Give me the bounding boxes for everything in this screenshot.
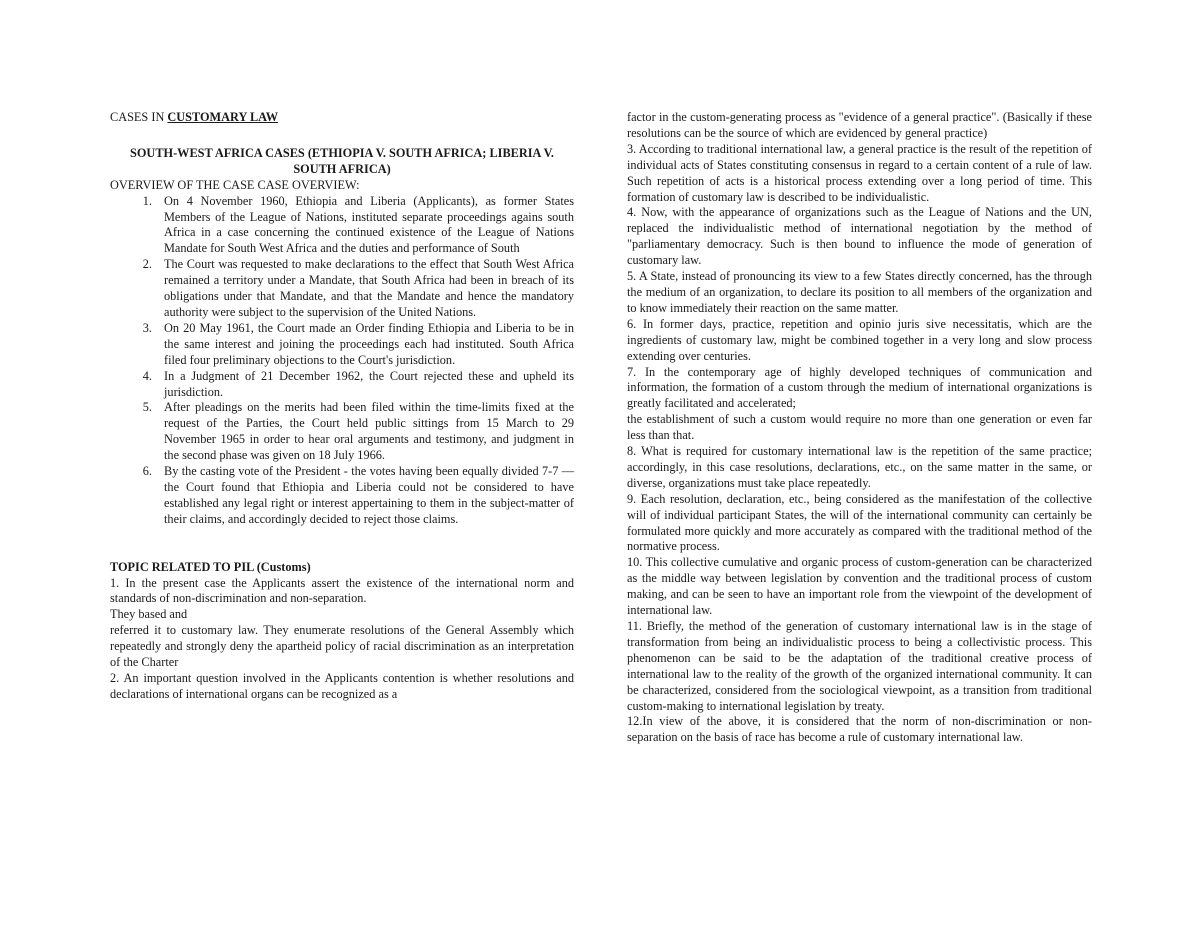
list-item	[110, 257, 574, 321]
body-paragraph: 5. A State, instead of pronouncing its view to a few States directly concerned, has the through the medium of an organization, to declare its position to all members of the organization and to know immediately their reaction on the same matter.	[627, 269, 1092, 315]
topic-paragraph: referred it to customary law. They enumerate resolutions of the General Assembly which repeatedly and strongly deny the apartheid policy of racial discrimination as an interpretation of the Charter	[110, 623, 574, 670]
list-item	[110, 464, 574, 528]
body-paragraph: the establishment of such a custom would require no more than one generation or even far less than that.	[627, 412, 1092, 443]
topic-heading: TOPIC RELATED TO PIL (Customs)	[110, 559, 311, 574]
list-item	[110, 321, 574, 369]
body-paragraph: 3. According to traditional international law, a general practice is the result of the repetition of individual acts of States constituting consensus in regard to a certain content of a rule of law. Such repetition of acts is a historical process extending over a long period of time. This formation of customary law is described to be individualistic.	[627, 141, 1092, 204]
list-text: After pleadings on the merits had been filed within the time-limits fixed at the request of the Parties, the Court held public sittings from 15 March to 29 November 1965 in order to hear oral arguments and testimony, and judgment in the second phase was given on 18 July 1966.	[164, 400, 574, 463]
body-paragraph: 8. What is required for customary international law is the repetition of the same practice; accordingly, in this case resolutions, declarations, etc., on the same matter in the same, or diverse, organizations must take place repeatedly.	[627, 444, 1092, 490]
list-item	[110, 400, 574, 464]
body-paragraph: 11. Briefly, the method of the generation of customary international law is in the stage of transformation from being an individualistic process to being a collectivistic process. This phenomenon can be said to be the adaptation of the traditional creative process of international law to the reality of the growth of the organized international community. It can be characterized, considered from the sociological viewpoint, as a transition from traditional custom-making to international legislation by treaty.	[627, 619, 1092, 713]
overview-label: OVERVIEW OF THE CASE CASE OVERVIEW:	[110, 177, 360, 192]
topic-paragraph: They based and	[110, 607, 188, 622]
list-text: On 20 May 1961, the Court made an Order finding Ethiopia and Liberia to be in the same interest and joining the proceedings each had instituted. South Africa filed four preliminary objections to the Court's jurisdiction.	[164, 320, 574, 367]
topic-paragraph: 1. In the present case the Applicants assert the existence of the international norm and standards of non-discrimination and non-separation.	[110, 575, 574, 606]
body-paragraph: 4. Now, with the appearance of organizations such as the League of Nations and the UN, replaced the individualistic method of international negotiation by the method of "parliamentary democracy. Such is then bound to influence the mode of generation of customary law.	[627, 205, 1092, 268]
title-prefix: CASES IN	[110, 110, 168, 124]
list-item	[110, 369, 574, 401]
list-number: 1.	[142, 193, 152, 208]
title-link[interactable]: CUSTOMARY LAW	[167, 110, 278, 124]
list-number: 2.	[142, 257, 152, 272]
topic-paragraph: 2. An important question involved in the Applicants contention is whether resolutions and declarations of international organs can be recognized as a	[110, 671, 574, 701]
list-text: By the casting vote of the President - the votes having been equally divided 7-7 — the Court found that Ethiopia and Liberia could not be considered to have established any legal right or interest appertaining to them in the subject-matter of their claims, and accordingly decided to reject those claims.	[164, 464, 574, 526]
document-title	[110, 110, 574, 126]
body-paragraph: 12.In view of the above, it is considered that the norm of non-discrimination or non-separation on the basis of race has become a rule of customary international law.	[627, 714, 1092, 745]
list-number: 4.	[142, 368, 152, 383]
body-paragraph: 9. Each resolution, declaration, etc., being considered as the manifestation of the collective will of individual participant States, the will of the international community can certainly be formulated more quickly and more accurately as compared with the traditional method of the normative process.	[627, 491, 1092, 554]
list-text: On 4 November 1960, Ethiopia and Liberia (Applicants), as former States Members of the League of Nations, instituted separate proceedings agains south Africa in a case concerning the continued existence of the League of Nations Mandate for South West Africa and the duties and performance of South	[164, 193, 574, 256]
left-column	[110, 110, 574, 703]
body-paragraph: 7. In the contemporary age of highly developed techniques of communication and information, the formation of a custom through the medium of international organizations is greatly facilitated and accelerated;	[627, 364, 1092, 411]
list-number: 5.	[142, 400, 152, 415]
right-column	[627, 110, 1092, 746]
list-text: The Court was requested to make declarations to the effect that South West Africa remained a territory under a Mandate, that South Africa had been in breach of its obligations under that Mandate, and that the Mandate and hence the mandatory authority were subject to the supervision of the United Nations.	[164, 257, 574, 319]
list-text: In a Judgment of 21 December 1962, the Court rejected these and upheld its jurisdiction.	[164, 368, 574, 399]
body-paragraph: 6. In former days, practice, repetition and opinio juris sive necessitatis, which are the ingredients of customary law, might be combined together in a very long and slow process extending over centuries.	[627, 316, 1092, 363]
body-paragraph: 10. This collective cumulative and organic process of custom-generation can be characterized as the middle way between legislation by convention and the traditional process of custom making, and can be seen to have an important role from the viewpoint of the development of international law.	[627, 555, 1092, 618]
overview-list	[110, 194, 574, 528]
list-item	[110, 194, 574, 258]
body-paragraph: factor in the custom-generating process as "evidence of a general practice". (Basically if these resolutions can be the source of which are evidenced by general practice)	[627, 110, 1092, 140]
list-number: 6.	[142, 464, 152, 479]
case-heading: SOUTH-WEST AFRICA CASES (ETHIOPIA V. SOUTH AFRICA; LIBERIA V. SOUTH AFRICA)	[130, 145, 554, 176]
list-number: 3.	[142, 320, 152, 335]
